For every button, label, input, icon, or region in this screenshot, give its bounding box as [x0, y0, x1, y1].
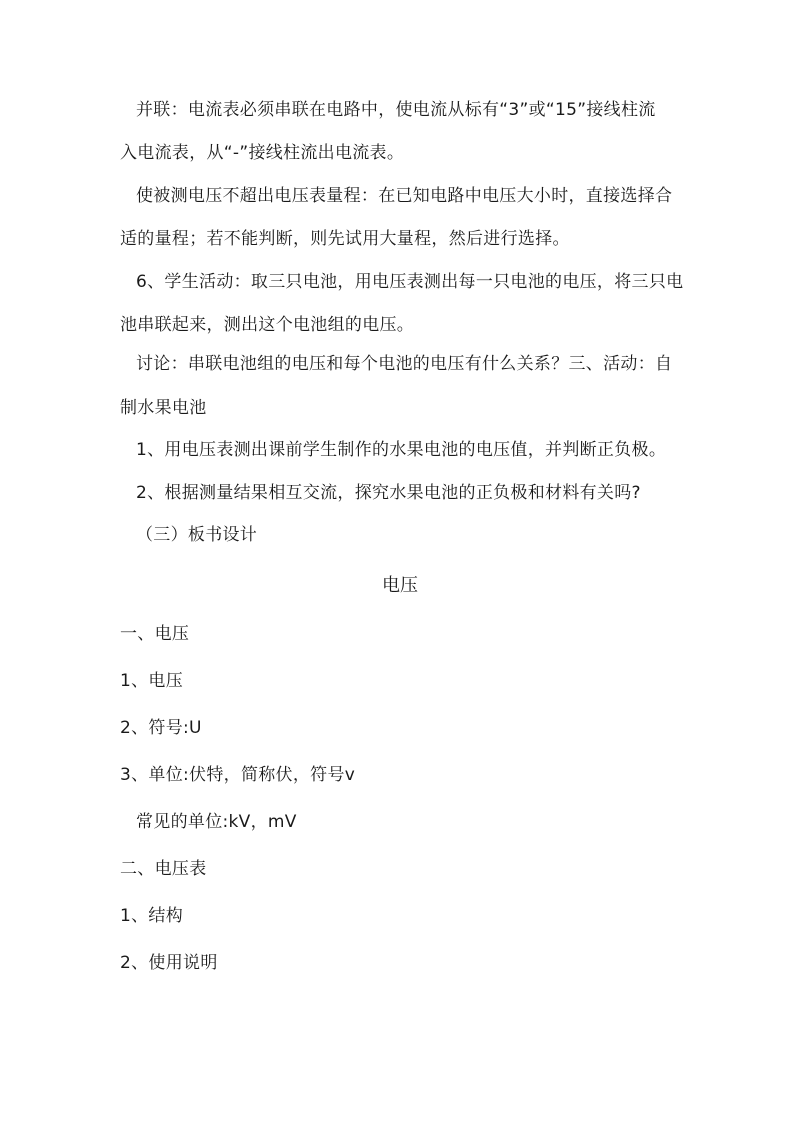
paragraph-line: 使被测电压不超出电压表量程：在已知电路中电压大小时，直接选择合 [136, 186, 673, 206]
paragraph-line: 1、用电压表测出课前学生制作的水果电池的电压值，并判断正负极。 [136, 440, 667, 460]
board-title: 电压 [382, 575, 418, 596]
board-item: 1、结构 [120, 906, 184, 926]
board-item: 一、电压 [120, 624, 190, 644]
paragraph-line: 入电流表，从“-”接线柱流出电流表。 [120, 143, 405, 163]
paragraph-line: 并联：电流表必须串联在电路中，使电流从标有“3”或“15”接线柱流 [136, 100, 656, 120]
board-item: 1、电压 [120, 671, 184, 691]
paragraph-line: 6、学生活动：取三只电池，用电压表测出每一只电池的电压，将三只电 [136, 272, 684, 292]
board-item: 2、使用说明 [120, 953, 218, 973]
board-item: 2、符号:U [120, 718, 202, 738]
board-item: 常见的单位:kV，mV [136, 812, 297, 832]
board-item: 3、单位:伏特，简称伏，符号v [120, 765, 356, 785]
paragraph-line: 池串联起来，测出这个电池组的电压。 [120, 315, 415, 335]
board-item: 二、电压表 [120, 859, 207, 879]
paragraph-line: 适的量程；若不能判断，则先试用大量程，然后进行选择。 [120, 229, 570, 249]
section-heading: （三）板书设计 [136, 525, 258, 545]
paragraph-line: 制水果电池 [120, 398, 207, 418]
paragraph-line: 讨论：串联电池组的电压和每个电池的电压有什么关系？三、活动：自 [136, 354, 673, 374]
paragraph-line: 2、根据测量结果相互交流，探究水果电池的正负极和材料有关吗? [136, 483, 641, 503]
